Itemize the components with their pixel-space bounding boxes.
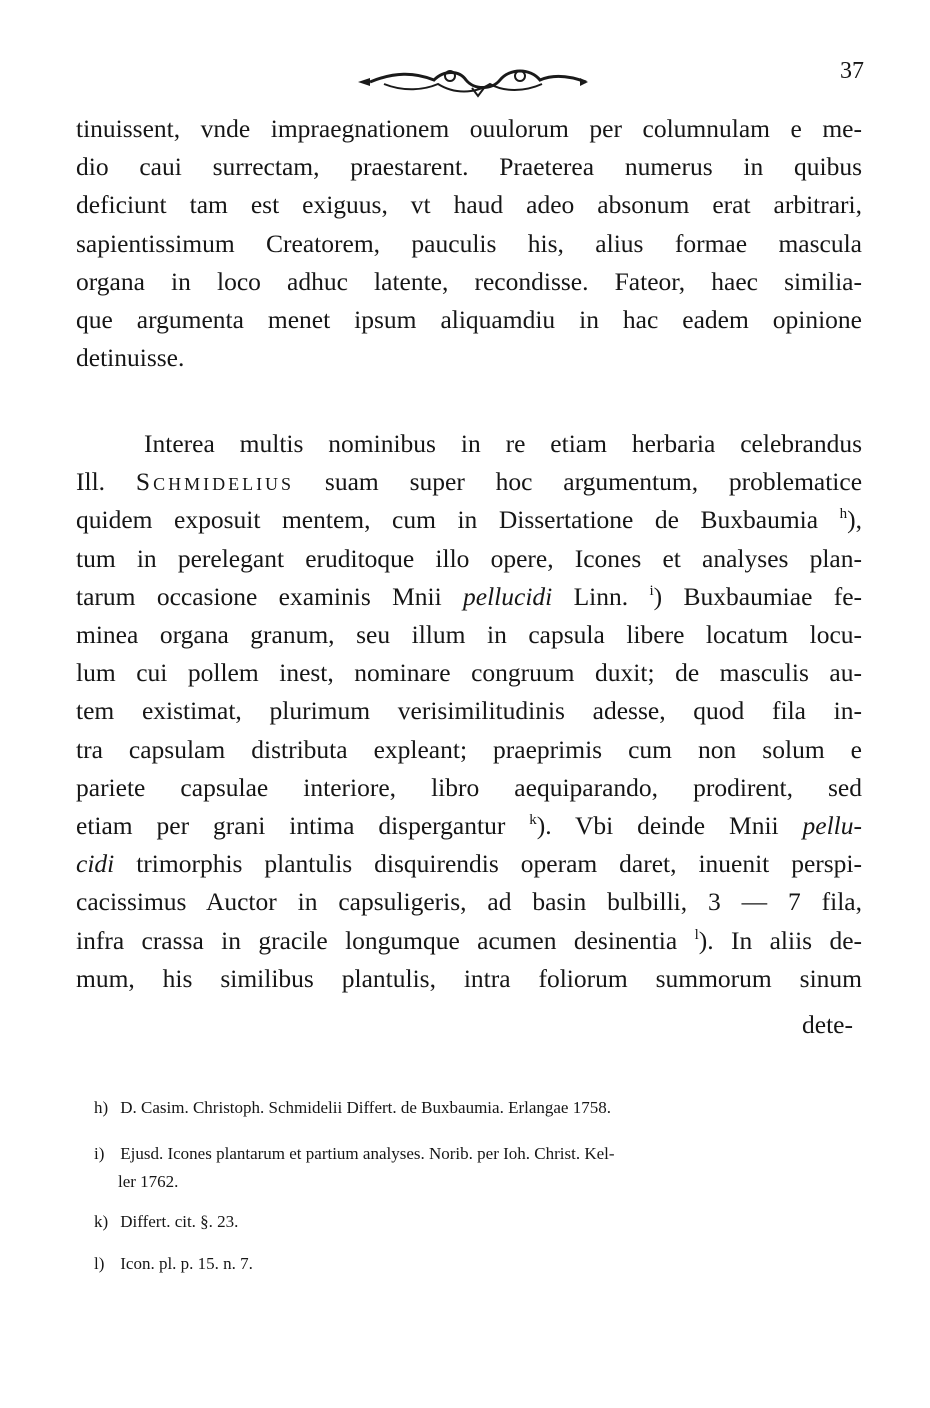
headpiece-ornament-icon xyxy=(354,62,590,100)
text-line: cidi trimorphis plantulis disquirendis operam daret, inuenit perspi- xyxy=(76,849,863,879)
footnote-text: Differt. cit. §. 23. xyxy=(120,1212,239,1231)
footnote-ref: h xyxy=(839,506,848,523)
footnote-h xyxy=(94,1094,860,1122)
footnote-text: D. Casim. Christoph. Schmidelii Differt. de Buxbaumia. Erlangae 1758. xyxy=(120,1098,611,1117)
text-line: organa in loco adhuc latente, recondisse. Fateor, haec similia- xyxy=(76,266,862,296)
text-line: minea organa granum, seu illum in capsula libere locatum locu- xyxy=(76,620,862,650)
text-line: tem existimat, plurimum verisimilitudinis adesse, quod fila in- xyxy=(76,696,862,726)
footnote-ref: k xyxy=(529,812,537,829)
text-line: infra crassa in gracile longumque acumen desinentia $^l$). In aliis de- xyxy=(76,925,863,955)
footnote-k xyxy=(94,1208,860,1236)
footnote-text: Icon. pl. p. 15. n. 7. xyxy=(120,1254,253,1273)
text-line: Interea multis nominibus in re etiam herbaria celebrandus xyxy=(144,429,862,458)
text-line: tinuissent, vnde impraegnationem ouulorum per columnulam e me- xyxy=(76,114,862,143)
footnote-label: h) xyxy=(94,1098,109,1117)
footnote-i xyxy=(94,1140,860,1196)
text-line: sapientissimum Creatorem, pauculis his, alius formae mascula xyxy=(76,228,862,258)
footnote-text: Ejusd. Icones plantarum et partium analyses. Norib. per Ioh. Christ. Kel- xyxy=(120,1144,615,1163)
footnote-label: l) xyxy=(94,1254,105,1273)
text-line: tra capsulam distributa expleant; praeprimis cum non solum e xyxy=(76,734,862,764)
paragraph-2 xyxy=(76,425,862,998)
text-line: deficiunt tam est exiguus, vt haud adeo absonum erat arbitrari, xyxy=(76,190,862,220)
paragraph-1 xyxy=(76,110,862,377)
footnote-label: i) xyxy=(94,1144,105,1163)
text-line: tum in perelegant eruditoque illo opere, Icones et analyses plan- xyxy=(76,543,862,573)
footnote-l xyxy=(94,1250,860,1278)
catchword: dete- xyxy=(802,1010,853,1039)
text-line: mum, his similibus plantulis, intra foliorum summorum sinum xyxy=(76,963,862,993)
text-line: cacissimus Auctor in capsuligeris, ad basin bulbilli, 3 — 7 fila, xyxy=(76,887,862,917)
author-name: Schmidelius xyxy=(135,467,295,497)
text-line: tarum occasione examinis Mnii pellucidi Linn. $^i$) Buxbaumiae fe- xyxy=(76,581,863,611)
footnote-ref: i xyxy=(649,582,654,599)
text-line: pariete capsulae interiore, libro aequiparando, prodirent, sed xyxy=(76,772,862,802)
footnote-ref: l xyxy=(694,926,699,943)
text-line: quidem exposuit mentem, cum in Dissertatione de Buxbaumia $^h$), xyxy=(76,505,862,535)
page-number: 37 xyxy=(840,58,864,84)
text-line: dio caui surrectam, praestarent. Praeterea numerus in quibus xyxy=(76,152,862,182)
text-line: lum cui pollem inest, nominare congruum duxit; de masculis au- xyxy=(76,658,862,688)
text-line: Ill. Schmidelius suam super hoc argumentum, problematice xyxy=(76,467,863,497)
text-line: etiam per grani intima dispergantur $^k$). Vbi deinde Mnii pellu- xyxy=(76,811,862,841)
text-line: que argumenta menet ipsum aliquamdiu in hac eadem opinione xyxy=(76,305,862,335)
text-line: detinuisse. xyxy=(76,343,185,373)
footnote-label: k) xyxy=(94,1212,109,1231)
footnote-text-continued: ler 1762. xyxy=(118,1172,179,1191)
